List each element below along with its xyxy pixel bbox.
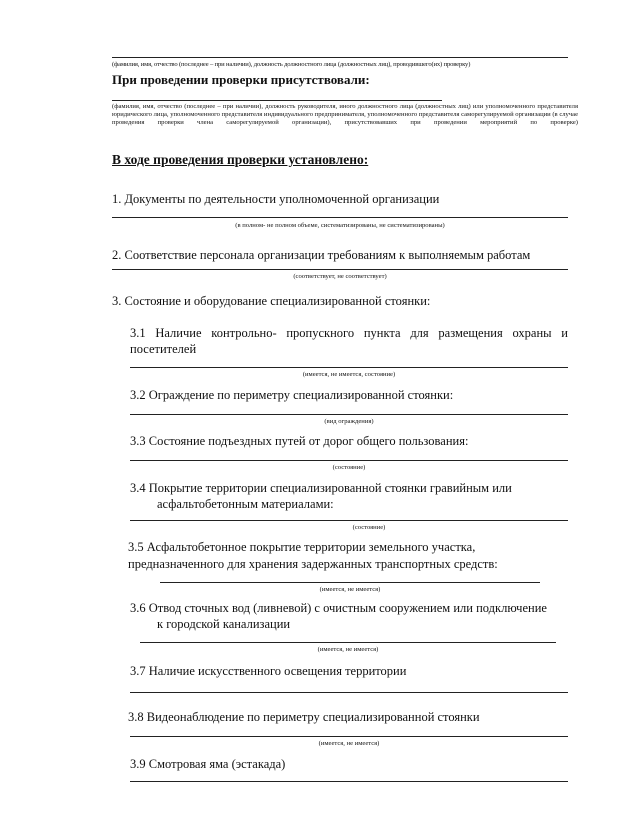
item-3-2-blank-line [130, 414, 568, 415]
item-3-text: 3. Состояние и оборудование специализированной стоянки: [112, 294, 431, 308]
item-3-8-text: 3.8 Видеонаблюдение по периметру специализированной стоянки [128, 710, 480, 724]
item-1-blank-line [112, 217, 568, 218]
inspector-blank-line [112, 57, 568, 58]
item-3-8-caption: (имеется, не имеется) [318, 740, 380, 747]
item-2-text: 2. Соответствие персонала организации требованиям к выполняемым работам [112, 248, 531, 262]
item-3-4-line1: 3.4 Покрытие территории специализированной стоянки гравийным или [130, 481, 512, 495]
item-2-caption: (соответствует, не соответствует) [293, 273, 387, 280]
item-3-5-line2: предназначенного для хранения задержанных транспортных средств: [128, 557, 498, 571]
item-3-5-line1: 3.5 Асфальтобетонное покрытие территории земельного участка, [128, 540, 476, 554]
item-1-caption: (в полном- не полном объеме, систематизированы, не систематизированы) [235, 222, 445, 229]
item-3-6-line1: 3.6 Отвод сточных вод (ливневой) с очистным сооружением или подключение [130, 601, 547, 615]
item-3-6-blank-line [140, 642, 556, 643]
item-3-4-blank-line [130, 520, 568, 521]
section-heading: В ходе проведения проверки установлено: [112, 152, 369, 167]
present-caption: (фамилия, имя, отчество (последнее – при наличии), должность руководителя, иного должностного лица (должностных лиц) или уполномоченного представителя юридического лица, уполномоченного представителя индивидуального предпринимателя, уполномоченного представителя саморегулируемой организации (в случае проведения проверки члена саморегулируемой организации), присутствовавших при проведении мероприятий по проверке) [112, 103, 578, 126]
item-3-1-blank-line [130, 367, 568, 368]
item-3-1-text: 3.1 Наличие контрольно- пропускного пункта для размещения охраны и посетителей [130, 326, 568, 356]
item-3-2-caption: (вид ограждения) [324, 418, 374, 425]
item-3-5-blank-line [160, 582, 540, 583]
item-3-2-text: 3.2 Ограждение по периметру специализированной стоянки: [130, 388, 454, 402]
present-blank-line [112, 100, 442, 101]
item-3-3-caption: (состояние) [332, 464, 366, 471]
item-3-7-blank-line [130, 692, 568, 693]
present-heading: При проведении проверки присутствовали: [112, 72, 370, 87]
inspector-caption: (фамилия, имя, отчество (последнее – при наличии), должность должностного лица (должностных лиц), проводившего(их) проверку) [112, 61, 471, 68]
item-2-blank-line [112, 269, 568, 270]
item-3-5-caption: (имеется, не имеется) [319, 586, 381, 593]
item-3-8-blank-line [130, 736, 568, 737]
item-3-4-line2: асфальтобетонным материалами: [157, 497, 334, 511]
item-1-text: 1. Документы по деятельности уполномоченной организации [112, 192, 440, 206]
item-3-1-caption: (имеется, не имеется, состояние) [302, 371, 396, 378]
item-3-3-blank-line [130, 460, 568, 461]
item-3-9-text: 3.9 Смотровая яма (эстакада) [130, 757, 286, 771]
item-3-3-text: 3.3 Состояние подъездных путей от дорог общего пользования: [130, 434, 469, 448]
item-3-6-caption: (имеется, не имеется) [317, 646, 379, 653]
item-3-4-caption: (состояние) [352, 524, 386, 531]
item-3-9-blank-line [130, 781, 568, 782]
item-3-7-text: 3.7 Наличие искусственного освещения территории [130, 664, 407, 678]
item-3-6-line2: к городской канализации [157, 617, 291, 631]
